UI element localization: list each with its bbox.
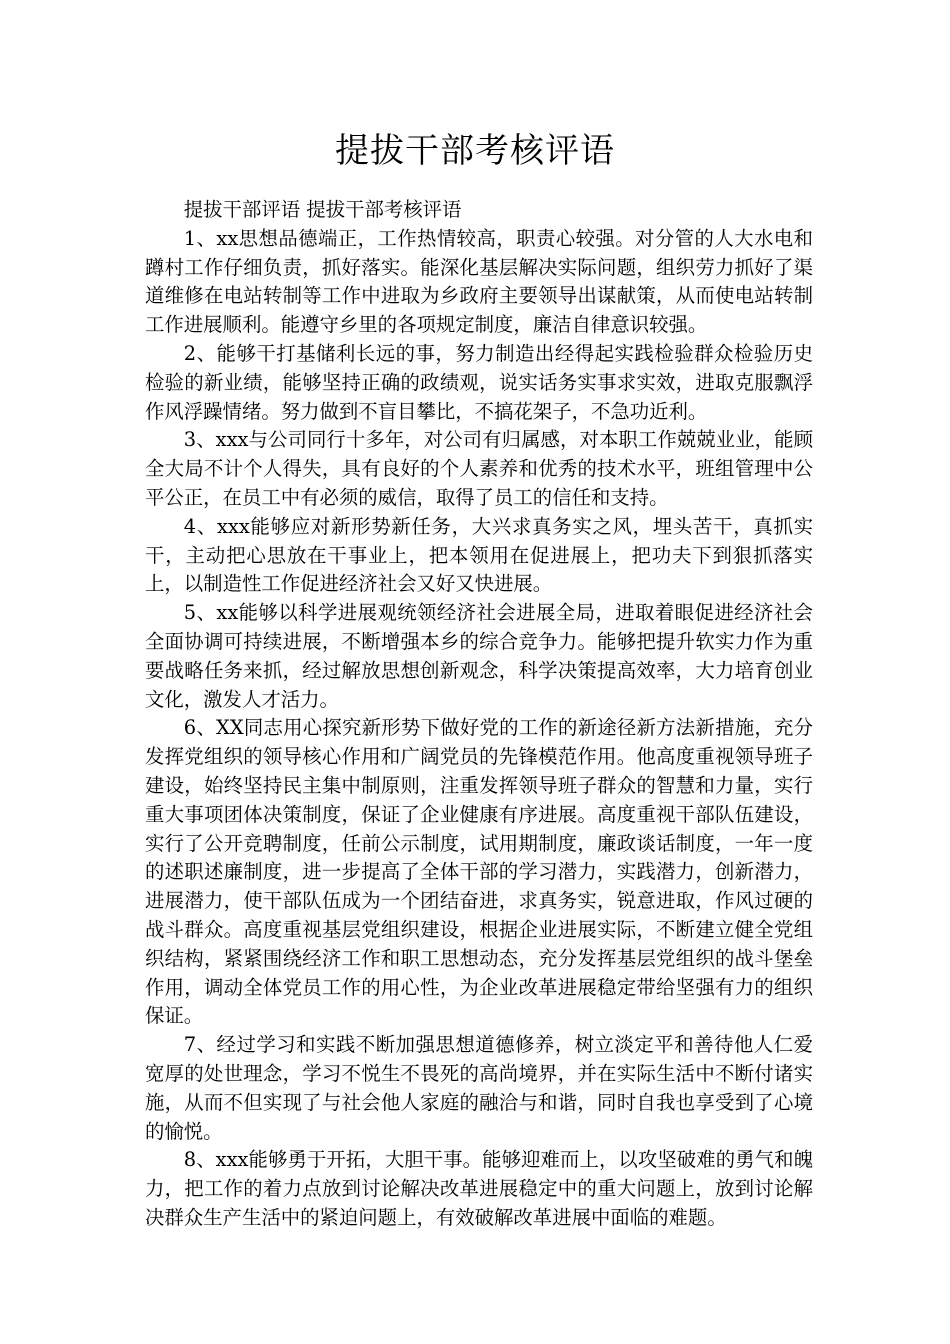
document-body [145, 196, 813, 1233]
paragraph-7: 7、经过学习和实践不断加强思想道德修养，树立淡定平和善待他人仁爱宽厚的处世理念，学习不悦生不畏死的高尚境界，并在实际生活中不断付诸实施，从而不但实现了与社会他人家庭的融洽与和谐，同时自我也享受到了心境的愉悦。 [145, 1033, 813, 1143]
document-subtitle: 提拔干部评语 提拔干部考核评语 [183, 198, 462, 221]
document-title: 提拔干部考核评语 [335, 131, 615, 171]
paragraph-2: 2、能够干打基储利长远的事，努力制造出经得起实践检验群众检验历史检验的新业绩，能够坚持正确的政绩观，说实话务实事求实效，进取克服飘浮作风浮躁情绪。努力做到不盲目攀比，不搞花架子，不急功近利。 [145, 341, 813, 423]
paragraph-8: 8、xxx能够勇于开拓，大胆干事。能够迎难而上，以攻坚破难的勇气和魄力，把工作的着力点放到讨论解决改革进展稳定中的重大问题上，放到讨论解决群众生产生活中的紧迫问题上，有效破解改革进展中面临的难题。 [145, 1148, 813, 1229]
paragraph-4: 4、xxx能够应对新形势新任务，大兴求真务实之风，埋头苦干，真抓实干，主动把心思放在干事业上，把本领用在促进展上，把功夫下到狠抓落实上，以制造性工作促进经济社会又好又快进展。 [145, 514, 813, 596]
paragraph-1: 1、xx思想品德端正，工作热情较高，职责心较强。对分管的人大水电和蹲村工作仔细负责，抓好落实。能深化基层解决实际问题，组织劳力抓好了渠道维修在电站转制等工作中进取为乡政府主要领导出谋献策，从而使电站转制工作进展顺利。能遵守乡里的各项规定制度，廉洁自律意识较强。 [145, 226, 813, 337]
paragraph-3: 3、xxx与公司同行十多年，对公司有归属感，对本职工作兢兢业业，能顾全大局不计个人得失，具有良好的个人素养和优秀的技术水平，班组管理中公平公正，在员工中有必须的威信，取得了员工的信任和支持。 [145, 428, 813, 509]
paragraph-5: 5、xx能够以科学进展观统领经济社会进展全局，进取着眼促进经济社会全面协调可持续进展，不断增强本乡的综合竞争力。能够把提升软实力作为重要战略任务来抓，经过解放思想创新观念，科学决策提高效率，大力培育创业文化，激发人才活力。 [145, 601, 813, 711]
paragraph-6: 6、XX同志用心探究新形势下做好党的工作的新途径新方法新措施，充分发挥党组织的领导核心作用和广阔党员的先锋模范作用。他高度重视领导班子建设，始终坚持民主集中制原则，注重发挥领导班子群众的智慧和力量，实行重大事项团体决策制度，保证了企业健康有序进展。高度重视干部队伍建设，实行了公开竞聘制度，任前公示制度，试用期制度，廉政谈话制度，一年一度的述职述廉制度，进一步提高了全体干部的学习潜力，实践潜力，创新潜力，进展潜力，使干部队伍成为一个团结奋进，求真务实，锐意进取，作风过硬的战斗群众。高度重视基层党组织建设，根据企业进展实际，不断建立健全党组织结构，紧紧围绕经济工作和职工思想动态，充分发挥基层党组织的战斗堡垒作用，调动全体党员工作的用心性，为企业改革进展稳定带给坚强有力的组织保证。 [145, 716, 813, 1028]
